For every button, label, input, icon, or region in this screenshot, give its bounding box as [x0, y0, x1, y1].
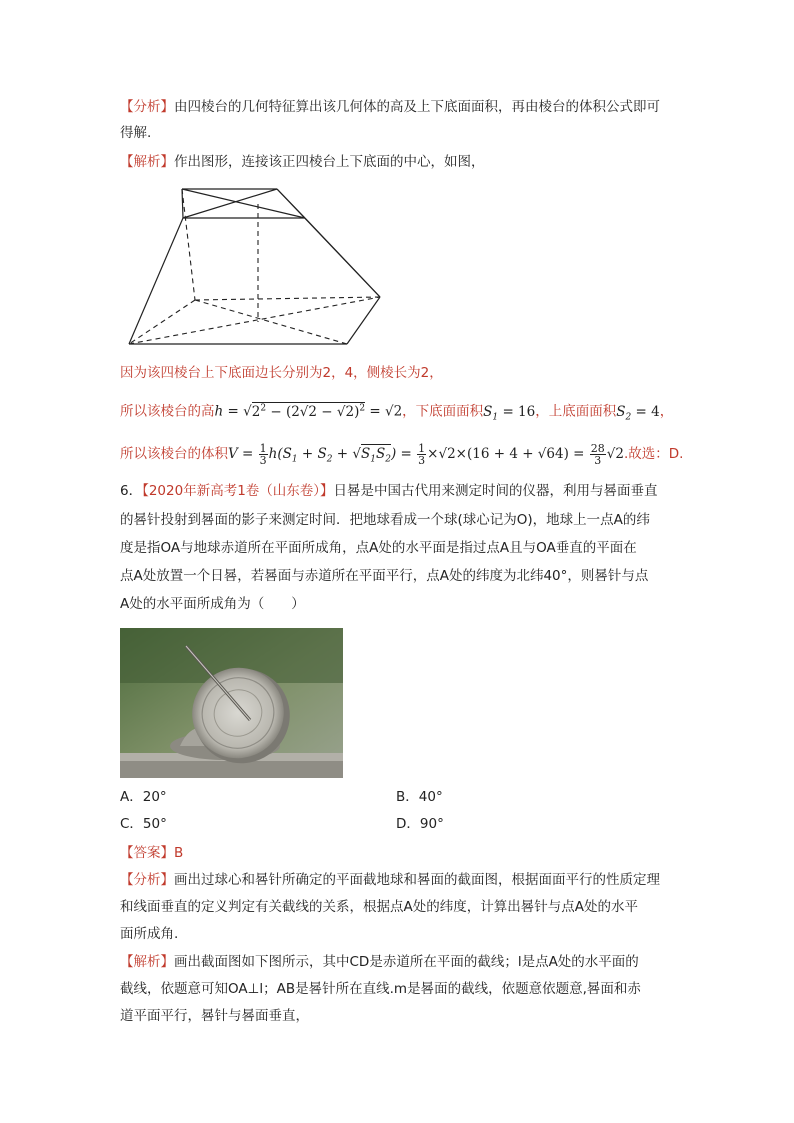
option-c[interactable]: C．50°	[120, 816, 167, 832]
solution-1-volume-line: 所以该棱台的体积V = $\frac{1}{3}$ $h(S_1 + S_2 + √S_1S_2)$ = $\frac{1}{3}$ ×√2×(16 + 4 + √64) = $\frac{28}{3}$ √2.故选：D.	[120, 442, 684, 467]
analysis-2-line-2: 和线面垂直的定义判定有关截线的关系，根据点A处的纬度，计算出晷针与点A处的水平	[120, 899, 638, 915]
height-formula: $h = √2^2 - (2√2 - √2)^2 = √2$	[214, 403, 403, 420]
answer-tag: 【答案】	[120, 845, 174, 861]
lower-area-formula: $S_1 = 16$	[483, 403, 536, 423]
analysis-1-line-2: 得解.	[120, 125, 152, 141]
question-6-line-4: 点A处放置一个日晷，若晷面与赤道所在平面平行，点A处的纬度为北纬40°，则晷针与点	[120, 568, 649, 584]
option-a[interactable]: A．20°	[120, 789, 167, 805]
solution-2-line-2: 截线，依题意可知OA⊥l；AB是晷针所在直线.m是晷面的截线，依题意依题意,晷面和赤	[120, 981, 641, 997]
solution-1-line: 【解析】作出图形，连接该正四棱台上下底面的中心，如图，	[120, 154, 485, 170]
question-6-line-2: 的晷针投射到晷面的影子来测定时间．把地球看成一个球(球心记为O)，地球上一点A的纬	[120, 512, 650, 528]
upper-area-formula: $S_2 = 4$	[616, 403, 660, 423]
analysis-2-line-1: 【分析】画出过球心和晷针所确定的平面截地球和晷面的截面图，根据面面平行的性质定理	[120, 872, 660, 888]
answer-value: B	[174, 845, 184, 861]
volume-formula: V = $\frac{1}{3}$ $h(S_1 + S_2 + √S_1S_2)$ = $\frac{1}{3}$ ×√2×(16 + 4 + √64) = $\frac{28}{3}$ √2	[228, 442, 624, 467]
solution-2-line-1: 【解析】画出截面图如下图所示，其中CD是赤道所在平面的截线；l是点A处的水平面的	[120, 954, 639, 970]
solution-1-height-line: 所以该棱台的高$h = √2^2 - (2√2 - √2)^2 = √2$，下底面面积$S_1 = 16$，上底面面积$S_2 = 4$，	[120, 403, 674, 423]
question-6-line-1: 6．【2020年新高考1卷（山东卷）】日晷是中国古代用来测定时间的仪器，利用与晷面垂直	[120, 483, 658, 499]
analysis-2-line-3: 面所成角.	[120, 926, 179, 942]
question-number: 6．	[120, 483, 143, 499]
question-6-line-3: 度是指OA与地球赤道所在平面所成角，点A处的水平面是指过点A且与OA垂直的平面在	[120, 540, 637, 556]
option-d[interactable]: D．90°	[396, 816, 444, 832]
frustum-figure	[120, 180, 390, 350]
solution-1-line-1: 因为该四棱台上下底面边长分别为2，4，侧棱长为2，	[120, 365, 443, 381]
question-6-line-5: A处的水平面所成角为（ ）	[120, 596, 305, 612]
analysis-1-line-1: 【分析】由四棱台的几何特征算出该几何体的高及上下底面面积，再由棱台的体积公式即可	[120, 99, 660, 115]
answer-line	[120, 843, 183, 863]
option-b[interactable]: B．40°	[396, 789, 443, 805]
sundial-photo	[120, 628, 343, 778]
analysis-tag: 【分析】	[120, 99, 174, 115]
solution-tag: 【解析】	[120, 154, 174, 170]
question-source: 【2020年新高考1卷（山东卷）】	[142, 483, 334, 499]
solution-2-line-3: 道平面平行，晷针与晷面垂直，	[120, 1008, 309, 1024]
